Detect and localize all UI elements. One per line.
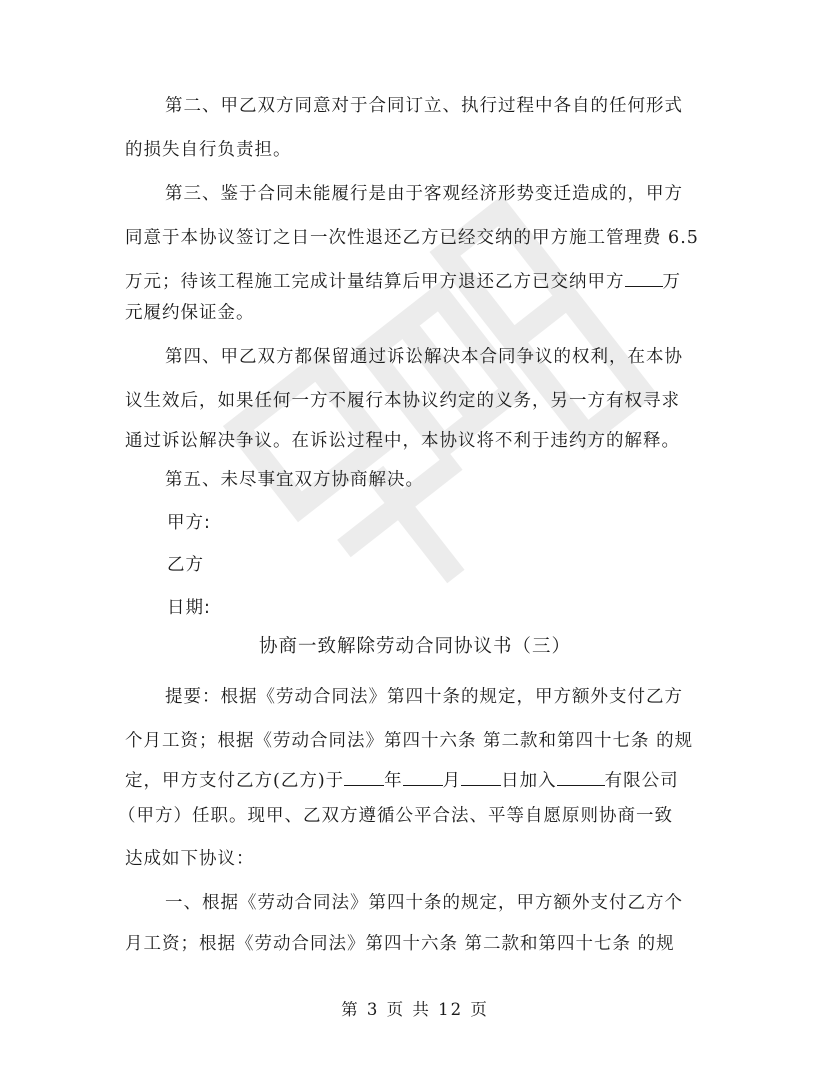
clause3-line3 [125,270,681,294]
party-b-label: 乙方 [167,555,204,575]
clause4-line3: 通过诉讼解决争议。在诉讼过程中，本协议将不利于违约方的解释。 [125,431,680,451]
clause3-line1: 第三、鉴于合同未能履行是由于客观经济形势变迁造成的，甲方 [165,184,683,204]
summary-line1: 提要：根据《劳动合同法》第四十条的规定，甲方额外支付乙方 [165,687,683,707]
date-label: 日期: [167,598,211,618]
month-label: 月 [442,771,462,791]
clause2-line1: 第二、甲乙双方同意对于合同订立、执行过程中各自的任何形式 [165,96,683,116]
summary-line3 [125,769,679,793]
section-title: 协商一致解除劳动合同协议书（三） [258,636,571,657]
summary-line4: （甲方）任职。现甲、乙双方遵循公平合法、平等自愿原则协商一致 [118,806,673,826]
page-number: 第 3 页 共 12 页 [341,1000,489,1019]
clause3-line3-text: 万元；待该工程施工完成计量结算后甲方退还乙方已交纳甲方 [125,272,625,292]
day-blank [461,769,501,786]
year-blank [344,769,384,786]
clause4-line1: 第四、甲乙双方都保留通过诉讼解决本合同争议的权利，在本协 [165,347,683,367]
party-a-label: 甲方: [167,513,211,533]
clause3-line3-unit: 万 [662,272,681,292]
clause2-line2: 的损失自行负责担。 [125,140,292,160]
company-blank [557,769,605,786]
item1-line1: 一、根据《劳动合同法》第四十条的规定，甲方额外支付乙方个 [165,893,683,913]
amount-blank [625,270,663,287]
year-label: 年 [384,771,403,791]
clause5-line: 第五、未尽事宜双方协商解决。 [165,470,424,490]
summary-line5: 达成如下协议： [125,849,255,869]
clause3-line4: 元履约保证金。 [125,303,255,323]
clause4-line2: 议生效后，如果任何一方不履行本协议约定的义务，另一方有权寻求 [125,391,680,411]
summary-line2: 个月工资；根据《劳动合同法》第四十六条 第二款和第四十七条 的规 [125,731,694,751]
clause3-line2: 同意于本协议签订之日一次性退还乙方已经交纳的甲方施工管理费 6.5 [125,228,699,248]
company-label: 有限公司 [604,771,679,791]
month-blank [403,769,443,786]
item1-line2: 月工资；根据《劳动合同法》第四十六条 第二款和第四十七条 的规 [125,934,675,954]
join-label: 日加入 [501,771,557,791]
summary-line3-text: 定，甲方支付乙方(乙方)于 [125,771,345,791]
